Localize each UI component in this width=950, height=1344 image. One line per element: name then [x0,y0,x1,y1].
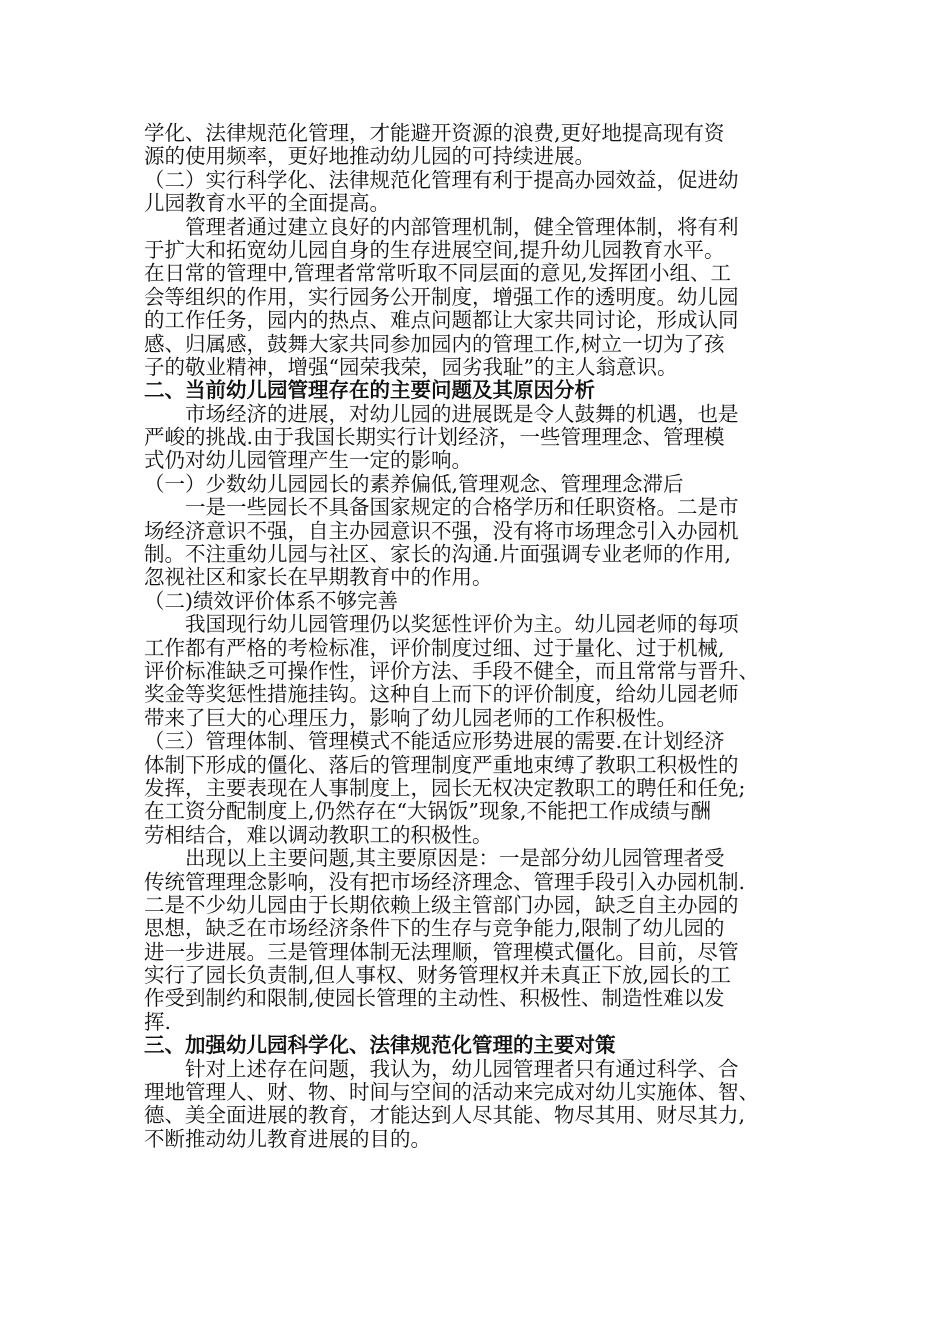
text-line: 的工作任务，园内的热点、难点问题都让大家共同讨论，形成认同 [144,308,739,333]
subheading-line: （二)绩效评价体系不够完善 [144,588,398,613]
text-line: 思想，缺乏在市场经济条件下的生存与竞争能力,限制了幼儿园的 [144,916,725,941]
paragraph-start: 市场经济的进展，对幼儿园的进展既是令人鼓舞的机遇，也是 [185,401,739,426]
text-line: 不断推动幼儿教育进展的目的。 [144,1126,431,1151]
text-line: 式仍对幼儿园管理产生一定的影响。 [144,448,472,473]
subheading-line: （二）实行科学化、法律规范化管理有利于提高办园效益，促进幼 [144,167,739,192]
text-line: 严峻的挑战.由于我国长期实行计划经济，一些管理理念、管理模 [144,425,725,450]
text-line: 劳相结合，难以调动教职工的积极性。 [144,822,493,847]
text-line: 发挥，主要表现在人事制度上，园长无权决定教职工的聘任和任免; [144,775,746,800]
text-line: 儿园教育水平的全面提高。 [144,191,390,216]
text-line: 体制下形成的僵化、落后的管理制度严重地束缚了教职工积极性的 [144,752,739,777]
text-line: 源的使用频率，更好地推动幼儿园的可持续进展。 [144,144,595,169]
text-line: 挥. [144,1009,172,1034]
text-line: 忽视社区和家长在早期教育中的作用。 [144,565,493,590]
text-line: 工作都有严格的考检标准，评价制度过细、过于量化、过于机械, [144,635,725,660]
paragraph-start: 出现以上主要问题,其主要原因是：一是部分幼儿园管理者受 [185,846,725,871]
text-line: 带来了巨大的心理压力，影响了幼儿园老师的工作积极性。 [144,705,677,730]
text-line: 学化、法律规范化管理，才能避开资源的浪费,更好地提高现有资 [144,121,725,145]
text-line: 感、归属感，鼓舞大家共同参加园内的管理工作,树立一切为了孩 [144,331,725,356]
subheading-line: （三）管理体制、管理模式不能适应形势进展的需要.在计划经济 [144,729,725,754]
text-line: 评价标准缺乏可操作性，评价方法、手段不健全，而且常常与晋升、 [144,658,759,683]
text-line: 于扩大和拓宽幼儿园自身的生存进展空间,提升幼儿园教育水平。 [144,237,725,262]
text-line: 传统管理理念影响，没有把市场经济理念、管理手段引入办园机制. [144,869,746,894]
text-line: 在日常的管理中,管理者常常听取不同层面的意见,发挥团小组、工 [144,261,732,286]
text-line: 在工资分配制度上,仍然存在“大锅饭”现象,不能把工作成绩与酬 [144,799,711,824]
text-line: 奖金等奖惩性措施挂钩。这种自上而下的评价制度，给幼儿园老师 [144,682,739,707]
text-line: 实行了园长负责制,但人事权、财务管理权并未真正下放,园长的工 [144,963,732,988]
paragraph-start: 针对上述存在问题，我认为，幼儿园管理者只有通过科学、合 [185,1056,739,1081]
section-heading: 三、加强幼儿园科学化、法律规范化管理的主要对策 [144,1033,616,1058]
paragraph-start: 我国现行幼儿园管理仍以奖惩性评价为主。幼儿园老师的每项 [185,612,739,637]
text-line: 作受到制约和限制,使园长管理的主动性、积极性、制造性难以发 [144,986,725,1011]
text-line: 二是不少幼儿园由于长期依赖上级主管部门办园，缺乏自主办园的 [144,892,739,917]
paragraph-start: 一是一些园长不具备国家规定的合格学历和任职资格。二是市 [185,495,739,520]
text-line: 制。不注重幼儿园与社区、家长的沟通.片面强调专业老师的作用, [144,542,732,567]
text-line: 进一步进展。三是管理体制无法理顺，管理模式僵化。目前，尽管 [144,939,739,964]
text-line: 会等组织的作用，实行园务公开制度，增强工作的透明度。幼儿园 [144,284,739,309]
paragraph-start: 管理者通过建立良好的内部管理机制，健全管理体制，将有利 [185,214,739,239]
text-line: 子的敬业精神，增强“园荣我荣，园劣我耻”的主人翁意识。 [144,354,678,379]
subheading-line: （一）少数幼儿园园长的素养偏低,管理观念、管理理念滞后 [144,471,684,496]
text-line: 德、美全面进展的教育，才能达到人尽其能、物尽其用、财尽其力, [144,1103,746,1128]
document-page [144,122,814,1151]
text-line: 理地管理人、财、物、时间与空间的活动来完成对幼儿实施体、智、 [144,1080,759,1105]
section-heading: 二、当前幼儿园管理存在的主要问题及其原因分析 [144,378,595,403]
text-line: 场经济意识不强，自主办园意识不强，没有将市场理念引入办园机 [144,518,739,543]
